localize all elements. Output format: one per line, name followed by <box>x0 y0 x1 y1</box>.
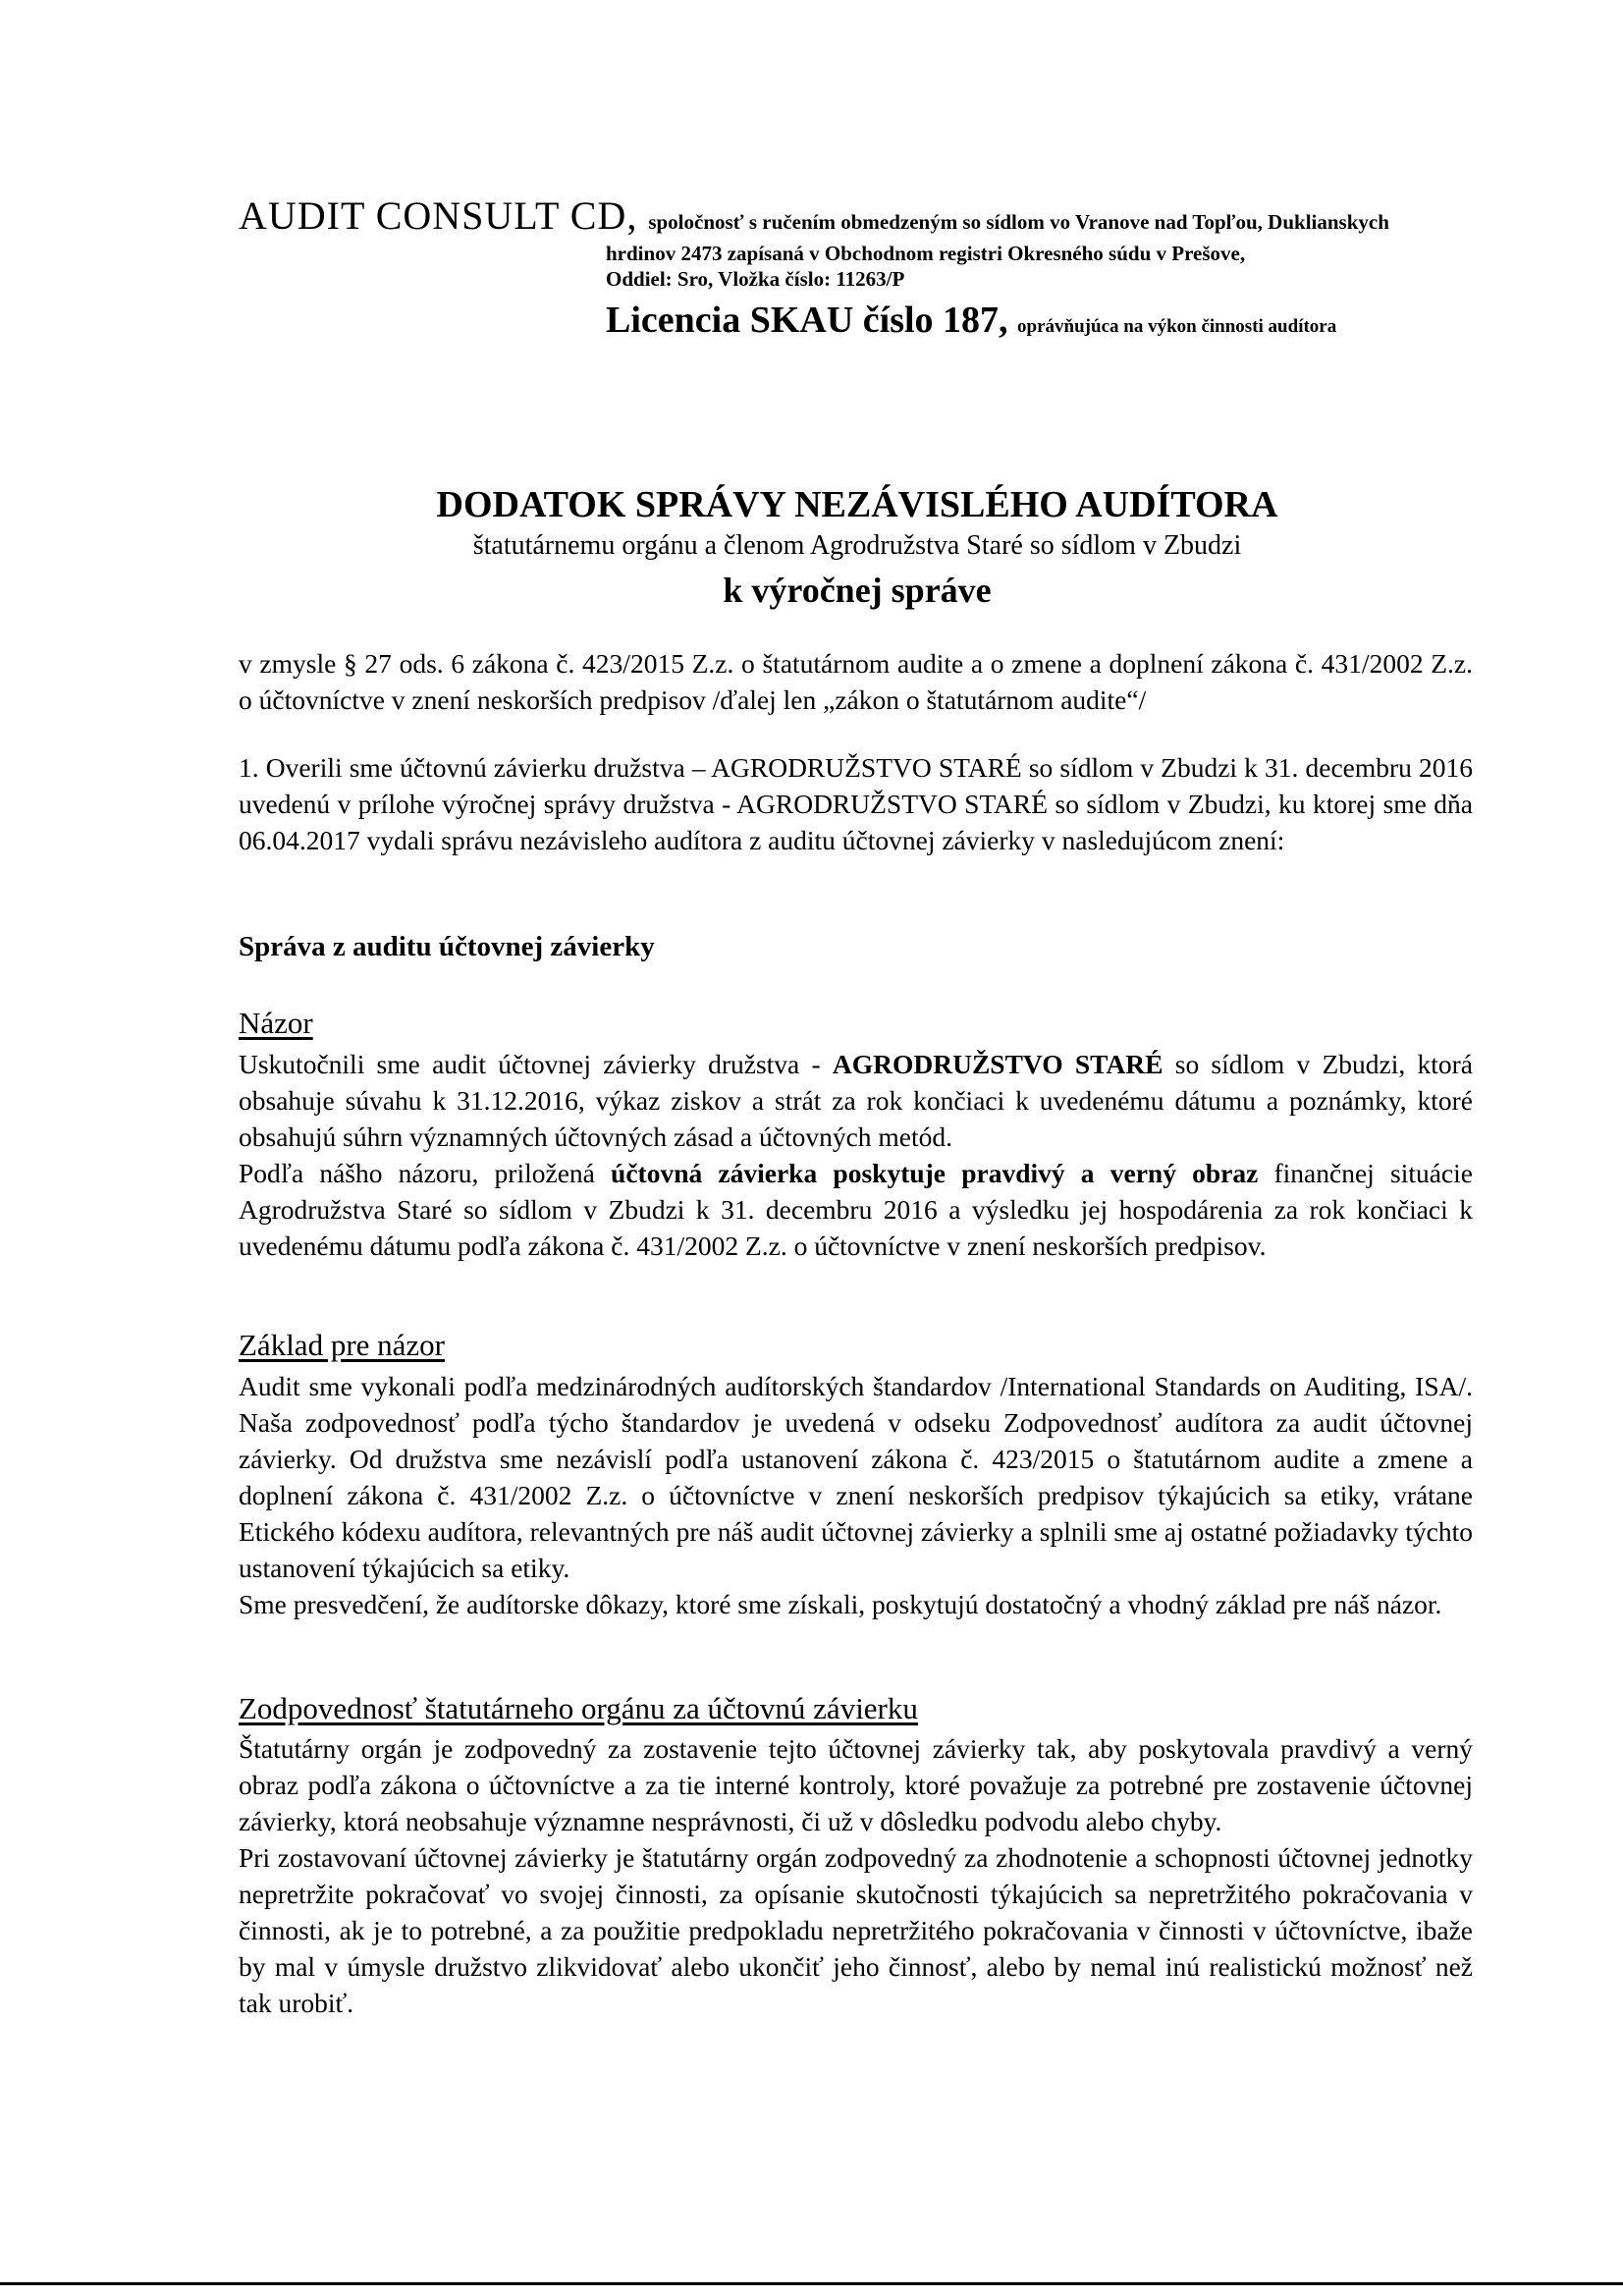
letterhead-company <box>239 192 1389 239</box>
opinion-section <box>239 1046 1473 1264</box>
company-name: AUDIT CONSULT CD, <box>239 193 638 238</box>
license-description: oprávňujúca na výkon činnosti audítora <box>1017 316 1337 337</box>
document-addressee: štatutárnemu orgánu a členom Agrodružstva Staré so sídlom v Zbudzi <box>472 530 1242 561</box>
intro-paragraph: v zmysle § 27 ods. 6 zákona č. 423/2015 Z.z. o štatutárnom audite a o zmene a doplnení zákona č. 431/2002 Z.z. o účtovníctve v znení neskorších predpisov /ďalej len „zákon o štatutárnom audite“/ <box>239 648 1473 715</box>
text: finančnej situácie Agrodružstva Staré so sídlom v Zbudzi k 31. decembru 2016 a výsledku jej hospodárenia za rok končiaci k uvedenému dátumu podľa zákona č. 431/2002 Z.z. o účtovníctve v znení neskorších predpisov. <box>239 1158 1473 1261</box>
section-heading-responsibility: Zodpovednosť štatutárneho orgánu za účtovnú závierku <box>239 1691 918 1725</box>
company-description: spoločnosť s ručením obmedzeným so sídlom vo Vranove nad Topľou, Duklianskych <box>648 210 1389 234</box>
section-heading-basis: Základ pre názor <box>239 1328 445 1362</box>
opinion-paragraph-1 <box>239 1046 1473 1155</box>
text: so sídlom v Zbudzi, ktorá obsahuje súvahu k 31.12.2016, výkaz ziskov a strát za rok končiaci k uvedenému dátumu a poznámky, ktoré obsahujú súhrn významných účtovných zásad a účtovných metód. <box>239 1049 1473 1152</box>
basis-paragraph-1: Audit sme vykonali podľa medzinárodných audítorských štandardov /International Standards on Auditing, ISA/. Naša zodpovednosť podľa týcho štandardov je uvedená v odseku Zodpovednosť audítora za audit účtovnej závierky. Od družstva sme nezávislí podľa ustanovení zákona č. 423/2015 o štatutárnom audite a zmene a doplnení zákona č. 431/2002 Z.z. o účtovníctve v znení neskorších predpisov týkajúcich sa etiky, vrátane Etického kódexu audítora, relevantných pre náš audit účtovnej závierky a splnili sme aj ostatné požiadavky týchto ustanovení týkajúcich sa etiky. <box>239 1371 1473 1583</box>
text: Podľa nášho názoru, priložená <box>239 1158 612 1188</box>
basis-section <box>239 1368 1473 1622</box>
company-name-bold: AGRODRUŽSTVO STARÉ <box>832 1049 1163 1079</box>
license-number: Licencia SKAU číslo 187, <box>606 300 1008 341</box>
basis-paragraph-2: Sme presvedčení, že audítorske dôkazy, ktoré sme získali, poskytujú dostatočný a vhodný základ pre náš názor. <box>239 1589 1442 1619</box>
company-registry: Oddiel: Sro, Vložka číslo: 11263/P <box>606 267 905 291</box>
responsibility-paragraph-2: Pri zostavovaní účtovnej závierky je štatutárny orgán zodpovedný za zhodnotenie a schopnosti účtovnej jednotky nepretržite pokračovať vo svojej činnosti, za opísanie skutočnosti týkajúcich sa nepretržitého pokračovania v činnosti, ak je to potrebné, a za použitie predpokladu nepretržitého pokračovania v činnosti v účtovníctve, ibaže by mal v úmysle družstvo zlikvidovať alebo ukončiť jeho činnosť, alebo by nemal inú realistickú možnosť než tak urobiť. <box>239 1842 1473 2018</box>
responsibility-paragraph-1: Štatutárny orgán je zodpovedný za zostavenie tejto účtovnej závierky tak, aby poskytovala pravdivý a verný obraz podľa zákona o účtovníctve a za tie interné kontroly, ktoré považuje za potrebné pre zostavenie účtovnej závierky, ktorá neobsahuje významne nesprávnosti, či už v dôsledku podvodu alebo chyby. <box>239 1733 1473 1836</box>
license-line <box>606 299 1336 342</box>
section-heading-opinion: Názor <box>239 1006 313 1040</box>
company-address: hrdinov 2473 zapísaná v Obchodnom registri Okresného súdu v Prešove, <box>606 242 1246 265</box>
opinion-paragraph-2 <box>239 1155 1473 1264</box>
point-1-paragraph: 1. Overili sme účtovnú závierku družstva – AGRODRUŽSTVO STARÉ so sídlom v Zbudzi k 31. decembru 2016 uvedenú v prílohe výročnej správy družstva - AGRODRUŽSTVO STARÉ so sídlom v Zbudzi, ku ktorej sme dňa 06.04.2017 vydali správu nezávisleho audítora z auditu účtovnej závierky v nasledujúcom znení: <box>239 752 1473 855</box>
report-heading: Správa z auditu účtovnej závierky <box>239 931 655 962</box>
bottom-scan-border <box>0 2282 1623 2285</box>
document-title: DODATOK SPRÁVY NEZÁVISLÉHO AUDÍTORA <box>436 484 1278 525</box>
responsibility-section <box>239 1730 1473 2021</box>
text: Uskutočnili sme audit účtovnej závierky družstva - <box>239 1049 833 1079</box>
opinion-statement-bold: účtovná závierka poskytuje pravdivý a verný obraz <box>611 1158 1259 1188</box>
document-subtitle: k výročnej správe <box>723 571 992 610</box>
